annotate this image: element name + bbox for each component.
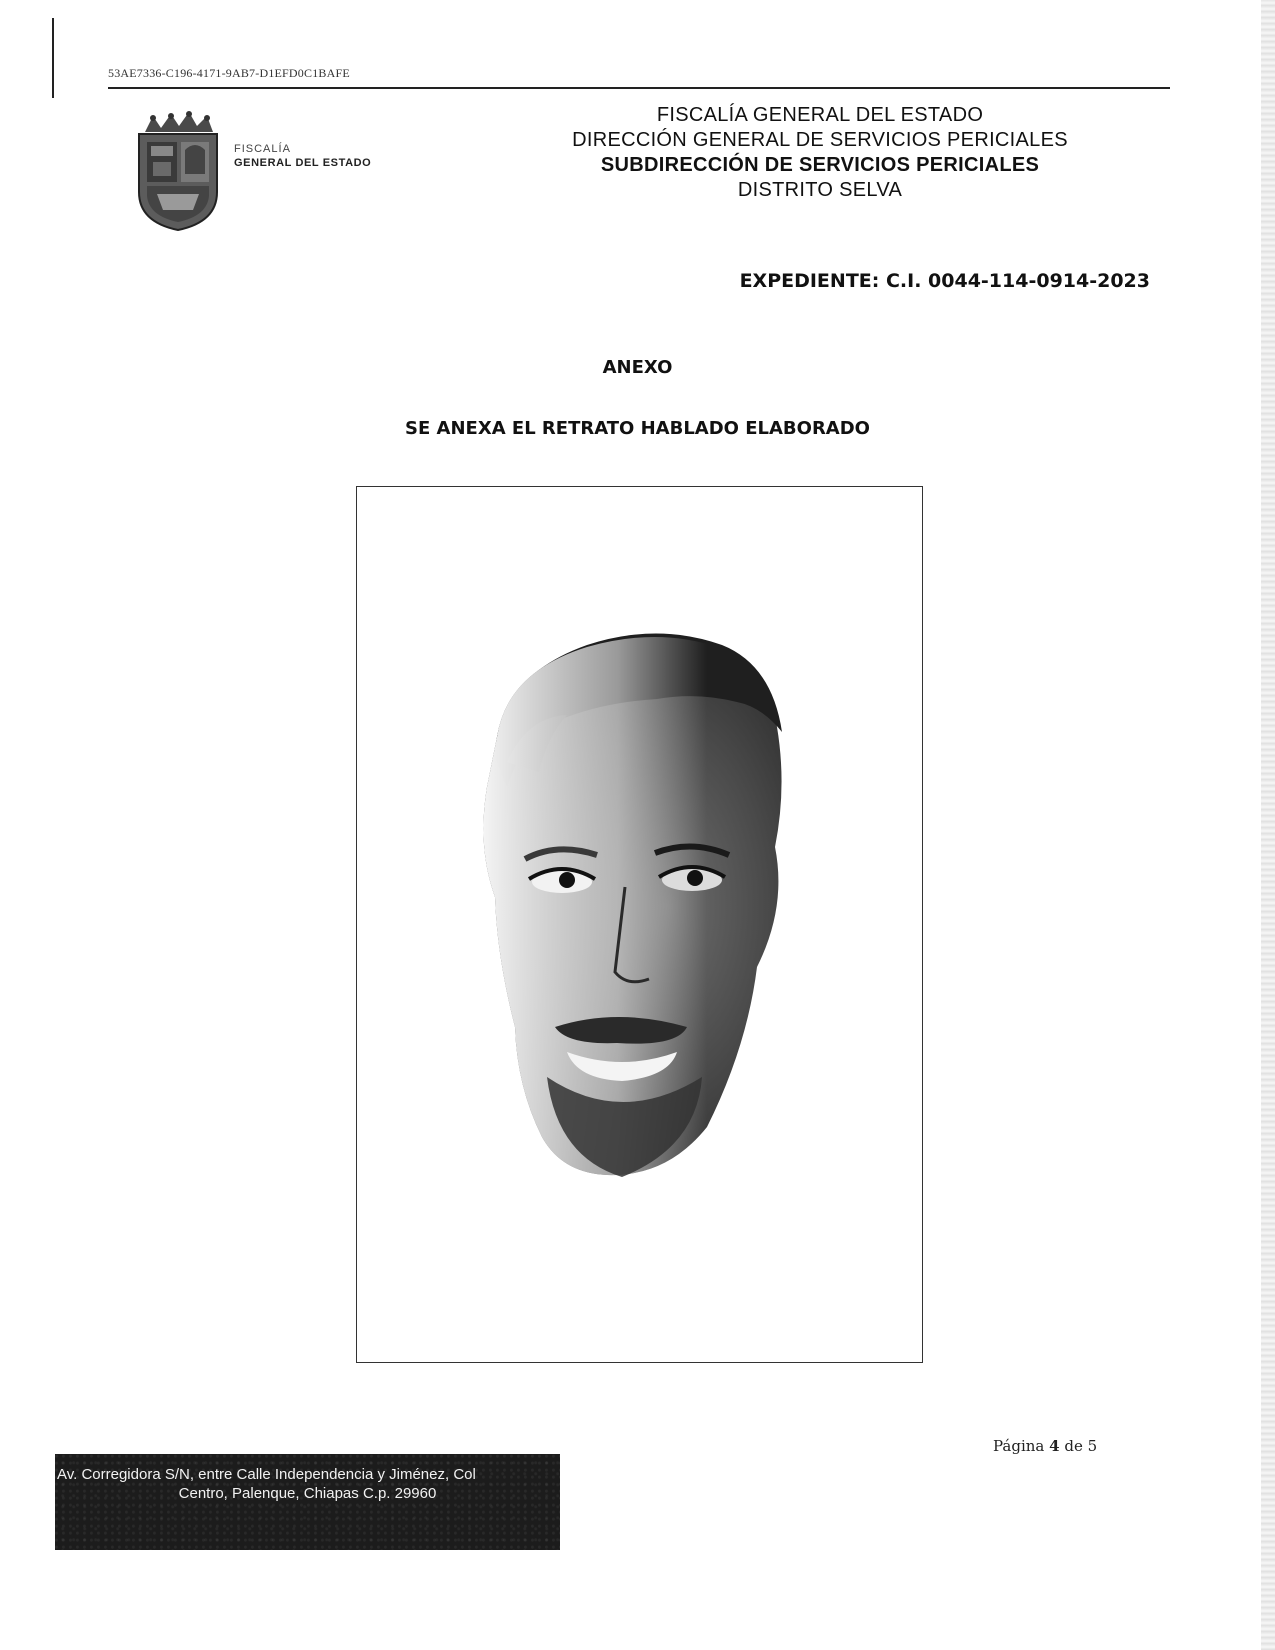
logo-line-fiscalia: FISCALÍA bbox=[234, 143, 291, 155]
institution-line-4: DISTRITO SELVA bbox=[737, 179, 903, 201]
logo-line-general-del-estado: GENERAL DEL ESTADO bbox=[234, 157, 372, 169]
footer-address-line-2: Centro, Palenque, Chiapas C.p. 29960 bbox=[178, 1485, 437, 1502]
page-number bbox=[993, 1437, 1097, 1455]
page-label-of: de bbox=[1064, 1437, 1083, 1455]
coat-of-arms-icon bbox=[133, 110, 223, 232]
institution-header bbox=[460, 103, 1180, 203]
institution-line-1: FISCALÍA GENERAL DEL ESTADO bbox=[656, 104, 984, 126]
page-total: 5 bbox=[1087, 1437, 1098, 1455]
scan-artifact-line bbox=[52, 18, 54, 98]
annex-title: ANEXO bbox=[602, 357, 673, 378]
annex-subtitle: SE ANEXA EL RETRATO HABLADO ELABORADO bbox=[405, 418, 870, 439]
footer-address-line-1: Av. Corregidora S/N, entre Calle Independencia y Jiménez, Col bbox=[57, 1466, 476, 1483]
scan-edge-shadow bbox=[1261, 0, 1275, 1650]
composite-sketch-portrait bbox=[357, 487, 922, 1362]
page-current: 4 bbox=[1049, 1437, 1060, 1455]
page-label: Página bbox=[993, 1437, 1045, 1455]
footer-address-box bbox=[55, 1454, 560, 1550]
composite-portrait-frame bbox=[356, 486, 923, 1363]
case-file-number: EXPEDIENTE: C.I. 0044-114-0914-2023 bbox=[739, 270, 1150, 292]
document-id-code: 53AE7336-C196-4171-9AB7-D1EFD0C1BAFE bbox=[108, 66, 350, 80]
logo-wordmark bbox=[234, 142, 434, 170]
institution-line-3: SUBDIRECCIÓN DE SERVICIOS PERICIALES bbox=[600, 154, 1040, 176]
institution-line-2: DIRECCIÓN GENERAL DE SERVICIOS PERICIALES bbox=[572, 129, 1068, 151]
header-divider bbox=[108, 87, 1170, 89]
